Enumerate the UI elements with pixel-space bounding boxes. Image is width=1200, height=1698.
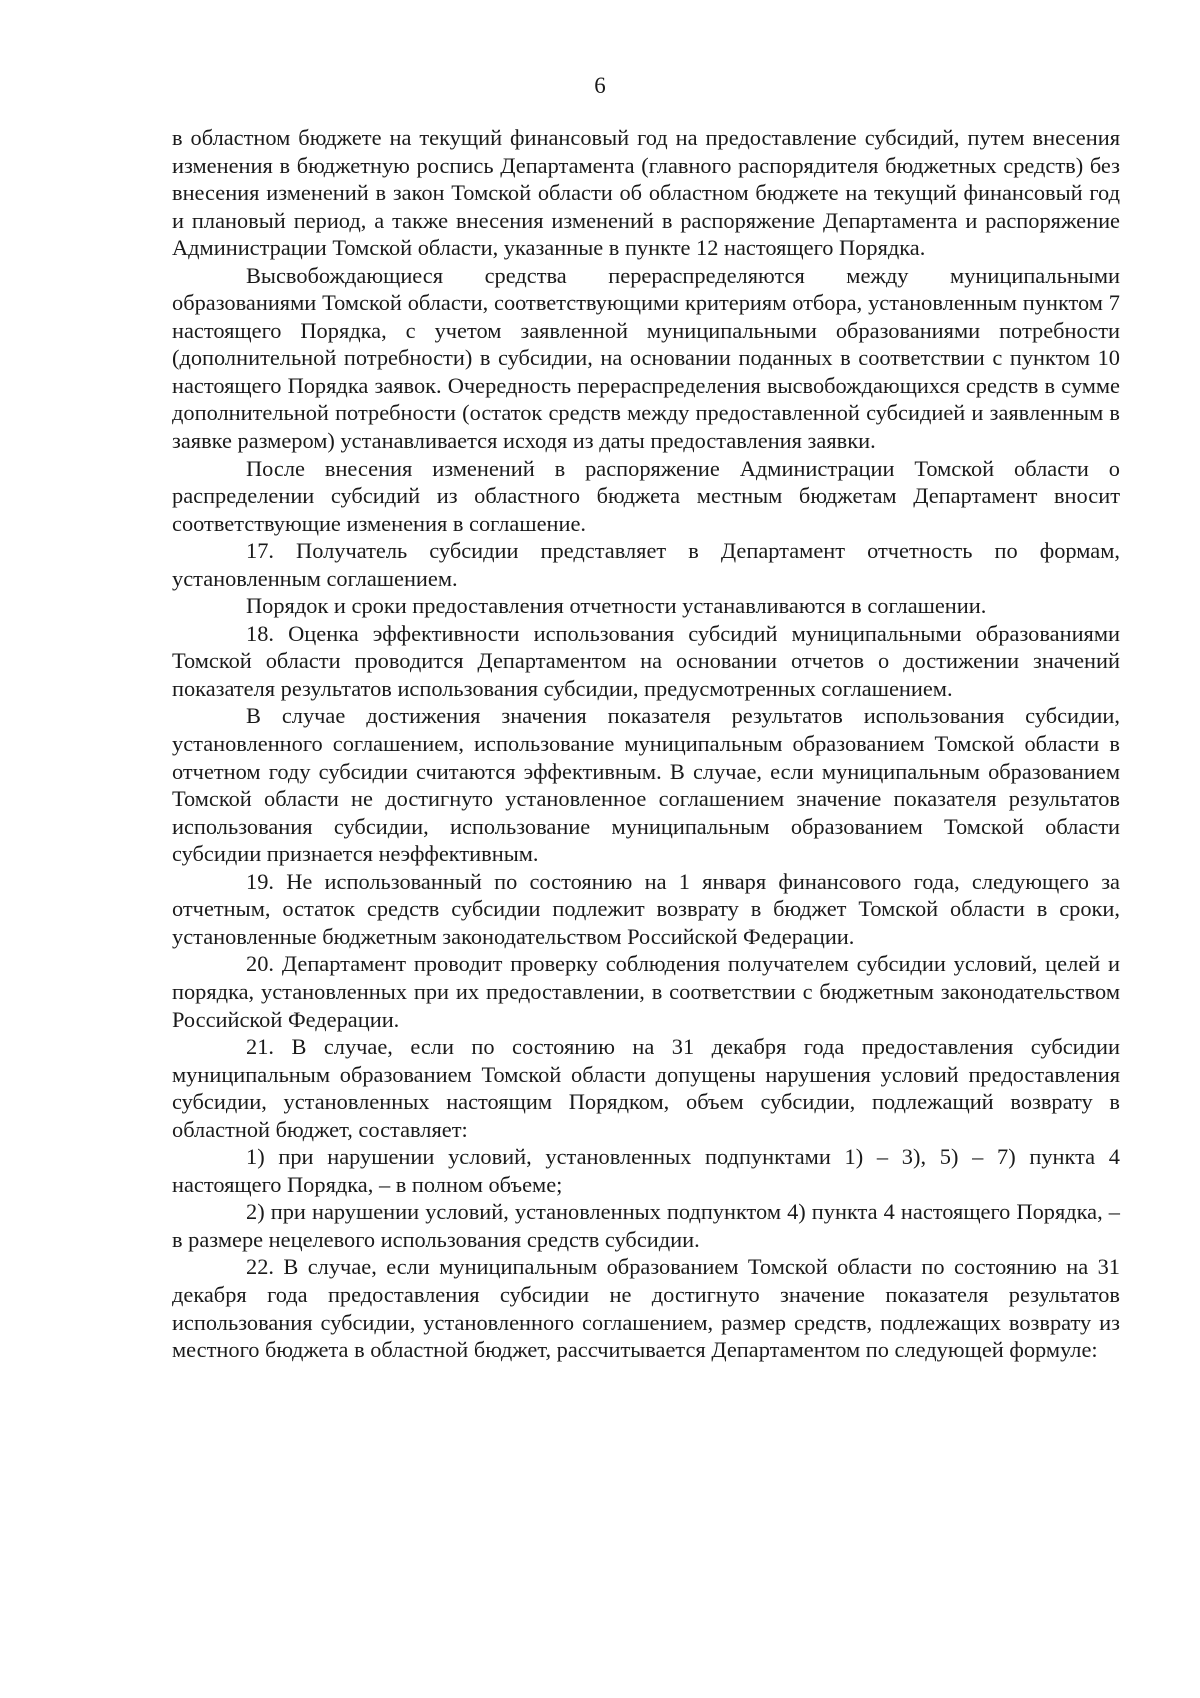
paragraph-item-22: 22. В случае, если муниципальным образованием Томской области по состоянию на 31 декабря года предоставления субсидии не достигнуто значение показателя результатов использования субсидии, установленного соглашением, размер средств, подлежащих возврату из местного бюджета в областной бюджет, рассчитывается Департаментом по следующей формуле: xyxy=(172,1254,1120,1363)
paragraph-efficiency: В случае достижения значения показателя результатов использования субсидии, установленного соглашением, использование муниципальным образованием Томской области в отчетном году субсидии считаются эффективным. В случае, если муниципальным образованием Томской области не достигнуто установленное соглашением значение показателя результатов использования субсидии, использование муниципальным образованием Томской области субсидии признается неэффективным. xyxy=(172,703,1120,867)
paragraph-item-20: 20. Департамент проводит проверку соблюдения получателем субсидии условий, целей и порядка, установленных при их предоставлении, в соответствии с бюджетным законодательством Российской Федерации. xyxy=(172,951,1120,1032)
paragraph-redistribution: Высвобождающиеся средства перераспределяются между муниципальными образованиями Томской области, соответствующими критериям отбора, установленным пунктом 7 настоящего Порядка, с учетом заявленной муниципальными образованиями потребности (дополнительной потребности) в субсидии, на основании поданных в соответствии с пунктом 10 настоящего Порядка заявок. Очередность перераспределения высвобождающихся средств в сумме дополнительной потребности (остаток средств между предоставленной субсидией и заявленным в заявке размером) устанавливается исходя из даты предоставления заявки. xyxy=(172,262,1120,454)
page-number: 6 xyxy=(594,73,606,98)
paragraph-budget-continuation: в областном бюджете на текущий финансовый год на предоставление субсидий, путем внесения изменения в бюджетную роспись Департамента (главного распорядителя бюджетных средств) без внесения изменений в закон Томской области об областном бюджете на текущий финансовый год и плановый период, а также внесения изменений в распоряжение Департамента и распоряжение Администрации Томской области, указанные в пункте 12 настоящего Порядка. xyxy=(172,125,1120,261)
paragraph-reporting-terms: Порядок и сроки предоставления отчетности устанавливаются в соглашении. xyxy=(246,593,987,619)
paragraph-item-19: 19. Не использованный по состоянию на 1 января финансового года, следующего за отчетным, остаток средств субсидии подлежит возврату в бюджет Томской области в сроки, установленные бюджетным законодательством Российской Федерации. xyxy=(172,868,1120,949)
paragraph-item-17: 17. Получатель субсидии представляет в Департамент отчетность по формам, установленным соглашением. xyxy=(172,538,1120,591)
paragraph-item-18: 18. Оценка эффективности использования субсидий муниципальными образованиями Томской области проводится Департаментом на основании отчетов о достижении значений показателя результатов использования субсидии, предусмотренных соглашением. xyxy=(172,620,1120,701)
paragraph-agreement-changes: После внесения изменений в распоряжение Администрации Томской области о распределении субсидий из областного бюджета местным бюджетам Департамент вносит соответствующие изменения в соглашение. xyxy=(172,455,1120,536)
paragraph-item-21: 21. В случае, если по состоянию на 31 декабря года предоставления субсидии муниципальным образованием Томской области допущены нарушения условий предоставления субсидии, установленных настоящим Порядком, объем субсидии, подлежащий возврату в областной бюджет, составляет: xyxy=(172,1034,1120,1142)
paragraph-subitem-2: 2) при нарушении условий, установленных подпунктом 4) пункта 4 настоящего Порядка, – в размере нецелевого использования средств субсидии. xyxy=(172,1199,1120,1252)
paragraph-subitem-1: 1) при нарушении условий, установленных подпунктами 1) – 3), 5) – 7) пункта 4 настоящего Порядка, – в полном объеме; xyxy=(172,1144,1120,1197)
document-body xyxy=(172,124,1120,1364)
